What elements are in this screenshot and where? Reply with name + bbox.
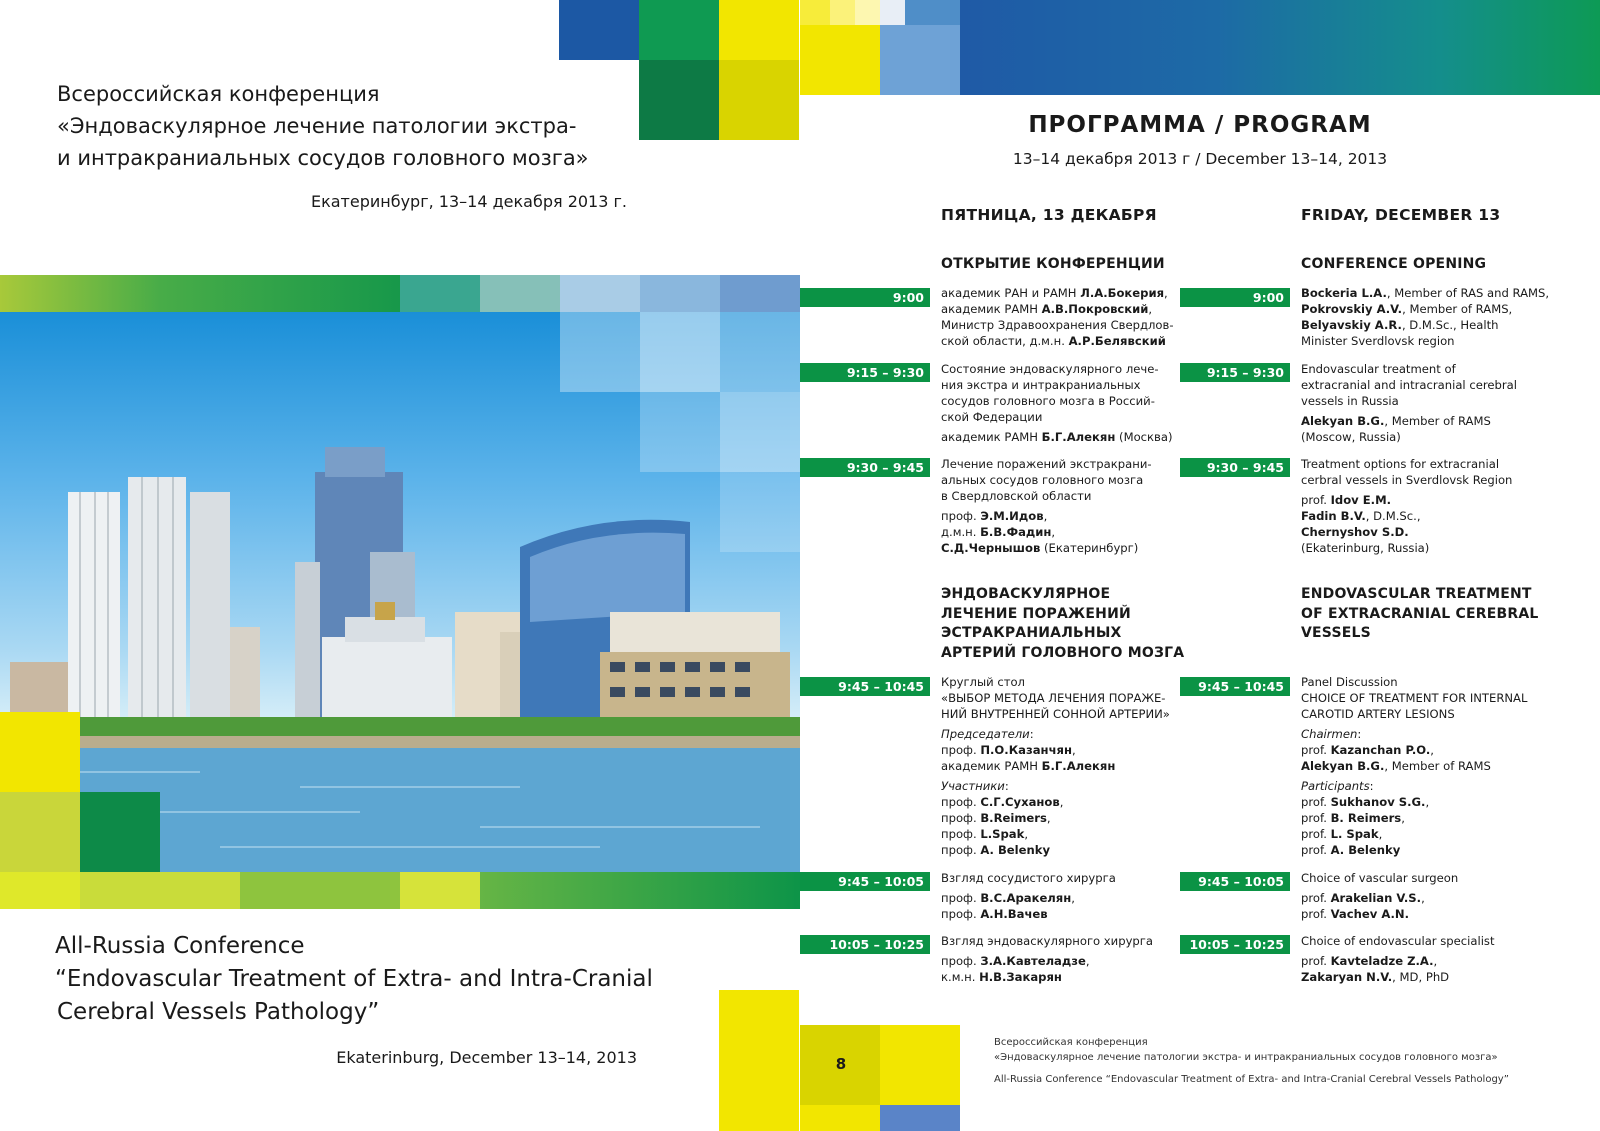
city-skyline-image (0, 312, 800, 872)
page-number: 8 (835, 1055, 847, 1073)
section-heading-en: ENDOVASCULAR TREATMENT OF EXTRACRANIAL CEREBRAL VESSELS (1301, 586, 1539, 641)
time-bar: 9:30 – 9:45 (1180, 458, 1290, 477)
time-bar: 9:45 – 10:05 (800, 872, 930, 891)
cover-title-ru: Всероссийская конференция «Эндоваскулярное лечение патологии экстра- и интракраниальных сосудов головного мозга» (57, 82, 589, 170)
program-item-ru: Круглый стол «ВЫБОР МЕТОДА ЛЕЧЕНИЯ ПОРАЖЕ- НИЙ ВНУТРЕННЕЙ СОННОЙ АРТЕРИИ» Председатели: проф. П.О.Казанчян, академик РАМН Б.Г.Алекян Участники: проф. С.Г.Суханов, проф. B.Reimers, проф. L.Spak, проф. A. Belenky (941, 675, 1170, 857)
time-bar: 9:45 – 10:45 (1180, 677, 1290, 696)
time-bar: 9:45 – 10:45 (800, 677, 930, 696)
cover-place-ru: Екатеринбург, 13–14 декабря 2013 г. (310, 192, 627, 211)
day-heading-ru: ПЯТНИЦА, 13 ДЕКАБРЯ (941, 206, 1157, 224)
day-heading-en: FRIDAY, DECEMBER 13 (1301, 206, 1501, 224)
program-item-en: Bockeria L.A., Member of RAS and RAMS, Pokrovskiy A.V., Member of RAMS, Belyavskiy A.R., D.M.Sc., Health Minister Sverdlovsk region (1301, 286, 1550, 348)
time-bar: 9:45 – 10:05 (1180, 872, 1290, 891)
program-item-ru: академик РАН и РАМН Л.А.Бокерия, академик РАМН А.В.Покровский, Министр Здравоохранения Свердлов- ской области, д.м.н. А.Р.Белявский (941, 286, 1174, 348)
time-bar: 10:05 – 10:25 (1180, 935, 1290, 954)
program-item-en: Panel Discussion CHOICE OF TREATMENT FOR INTERNAL CAROTID ARTERY LESIONS Chairmen: prof. Kazanchan P.O., Alekyan B.G., Member of RAMS Participants: prof. Sukhanov S.G., prof. B. Reimers, prof. L. Spak, prof. A. Belenky (1301, 675, 1528, 857)
footer-text: Всероссийская конференция «Эндоваскулярное лечение патологии экстра- и интракраниальных сосудов головного мозга» All-Russia Conference “Endovascular Treatment of Extra- and Intra-Cranial Cerebral Vessels Pathology” (994, 1037, 1509, 1085)
program-item-ru: Лечение поражений экстракрани- альных сосудов головного мозга в Свердловской области проф. Э.М.Идов, д.м.н. Б.В.Фадин, С.Д.Чернышов (Екатеринбург) (941, 457, 1152, 555)
cover-title-en: All-Russia Conference “Endovascular Treatment of Extra- and Intra-Cranial Cerebral Vessels Pathology” (55, 933, 653, 1025)
city-photo (0, 312, 800, 872)
program-item-en: Choice of vascular surgeon prof. Arakelian V.S., prof. Vachev A.N. (1301, 871, 1459, 921)
time-bar: 9:00 (800, 288, 930, 307)
section-heading-ru: ЭНДОВАСКУЛЯРНОЕ ЛЕЧЕНИЕ ПОРАЖЕНИЙ ЭСТРАКРАНИАЛЬНЫХ АРТЕРИЙ ГОЛОВНОГО МОЗГА (941, 586, 1185, 661)
program-title: ПРОГРАММА / PROGRAM (1028, 112, 1372, 138)
program-item-en: Treatment options for extracranial cerbral vessels in Sverdlovsk Region prof. Idov E.M. Fadin B.V., D.M.Sc., Chernyshov S.D. (Ekaterinburg, Russia) (1301, 457, 1513, 555)
time-bar: 9:15 – 9:30 (1180, 363, 1290, 382)
program-subtitle: 13–14 декабря 2013 г / December 13–14, 2013 (1012, 150, 1388, 168)
section-heading-en: CONFERENCE OPENING (1301, 256, 1487, 272)
time-bar: 10:05 – 10:25 (800, 935, 930, 954)
time-bar: 9:00 (1180, 288, 1290, 307)
cover-place-en: Ekaterinburg, December 13–14, 2013 (336, 1048, 637, 1067)
program-item-ru: Состояние эндоваскулярного лече- ния экстра и интракраниальных сосудов головного мозга в Россий- ской Федерации академик РАМН Б.Г.Алекян (Москва) (941, 362, 1173, 444)
program-item-en: Choice of endovascular specialist prof. Kavteladze Z.A., Zakaryan N.V., MD, PhD (1301, 934, 1495, 984)
program-item-ru: Взгляд эндоваскулярного хирурга проф. З.А.Кавтеладзе, к.м.н. Н.В.Закарян (941, 934, 1153, 984)
section-heading-ru: ОТКРЫТИЕ КОНФЕРЕНЦИИ (941, 256, 1165, 272)
time-bar: 9:15 – 9:30 (800, 363, 930, 382)
time-bar: 9:30 – 9:45 (800, 458, 930, 477)
program-item-en: Endovascular treatment of extracranial and intracranial cerebral vessels in Russia Alekyan B.G., Member of RAMS (Moscow, Russia) (1301, 362, 1517, 444)
program-item-ru: Взгляд сосудистого хирурга проф. В.С.Аракелян, проф. А.Н.Вачев (941, 871, 1116, 921)
